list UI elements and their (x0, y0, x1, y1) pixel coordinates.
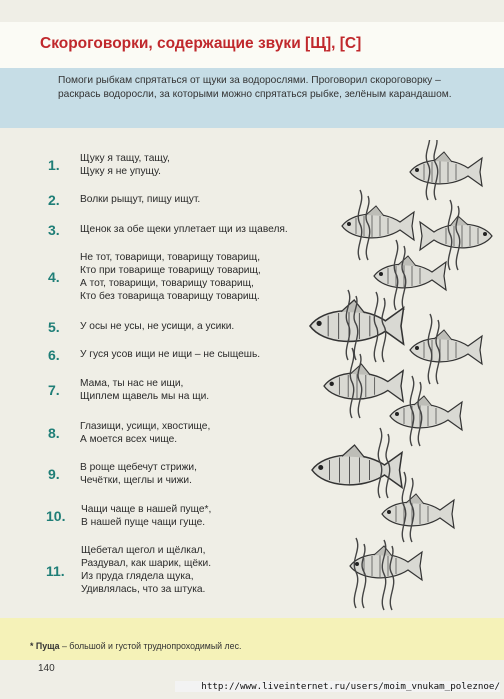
page-number: 140 (38, 663, 55, 674)
item-number: 6. (48, 347, 60, 363)
fish-icon (410, 330, 482, 364)
item-number: 7. (48, 382, 60, 398)
fish-icon (382, 494, 454, 528)
item-line: У осы не усы, не усищи, а усики. (80, 321, 235, 332)
instructions-text: Помоги рыбкам спрятаться от щуки за водорослями. Проговорил скороговорку – раскрась водоросли, за которыми можно спрятаться рыбке, зелёным карандашом. (58, 75, 452, 100)
item-number: 4. (48, 269, 60, 285)
item-line: А моется всех чище. (80, 434, 178, 445)
item-line: А тот, товарищи, товарищу товарищ, (80, 278, 254, 289)
item-line: Чащи чаще в нашей пуще*, (81, 504, 212, 515)
item-line: Щуку я не упущу. (80, 166, 161, 177)
footnote-band (0, 618, 504, 660)
item-line: В роще щебечут стрижи, (80, 462, 197, 473)
footnote-text: – большой и густой труднопроходимый лес. (59, 641, 242, 651)
page-title: Скороговорки, содержащие звуки [Щ], [С] (40, 35, 362, 52)
item-line: У гуся усов ищи не ищи – не сыщешь. (80, 349, 261, 360)
item-number: 8. (48, 425, 60, 441)
fish-icon (410, 152, 482, 186)
fish-icon (342, 206, 414, 240)
item-line: Щенок за обе щеки уплетает щи из щавеля. (80, 224, 288, 235)
fish-icon (312, 445, 402, 488)
source-url[interactable]: http://www.liveinternet.ru/users/moim_vnukam_poleznoe/ (175, 681, 500, 692)
seaweed-icon (378, 428, 389, 498)
item-line: Раздувал, как шарик, щёки. (81, 558, 212, 569)
item-number: 5. (48, 319, 60, 335)
footnote-term: * Пуща (30, 641, 60, 651)
fish-icon (390, 396, 462, 430)
item-line: Щебетал щегол и щёлкал, (81, 545, 206, 556)
item-number: 10. (46, 508, 66, 524)
item-number: 9. (48, 466, 60, 482)
item-line: Щиплем щавель мы на щи. (80, 391, 210, 402)
item-line: Мама, ты нас не ищи, (80, 378, 184, 389)
footnote (30, 641, 490, 651)
fish-icon (374, 256, 446, 290)
item-line: Из пруда глядела щука, (81, 571, 194, 582)
item-line: Кто при товарище товарищу товарищ, (80, 265, 261, 276)
item-line: Удивлялась, что за штука. (81, 584, 206, 595)
item-line: Щуку я тащу, тащу, (80, 153, 170, 164)
fish-icon (324, 364, 403, 401)
item-line: Чечётки, щеглы и чижи. (80, 475, 192, 486)
item-number: 2. (48, 192, 60, 208)
fish-and-seaweed-illustration (300, 140, 504, 620)
item-number: 1. (48, 157, 60, 173)
item-line: В нашей пуще чащи гуще. (81, 517, 206, 528)
item-line: Кто без товарища товарищу товарищ. (80, 291, 260, 302)
item-number: 11. (46, 563, 65, 579)
item-line: Не тот, товарищи, товарищу товарищ, (80, 252, 261, 263)
item-line: Глазищи, усищи, хвостище, (80, 421, 211, 432)
item-line: Волки рыщут, пищу ищут. (80, 194, 201, 205)
item-number: 3. (48, 222, 60, 238)
fish-icon (420, 216, 492, 250)
